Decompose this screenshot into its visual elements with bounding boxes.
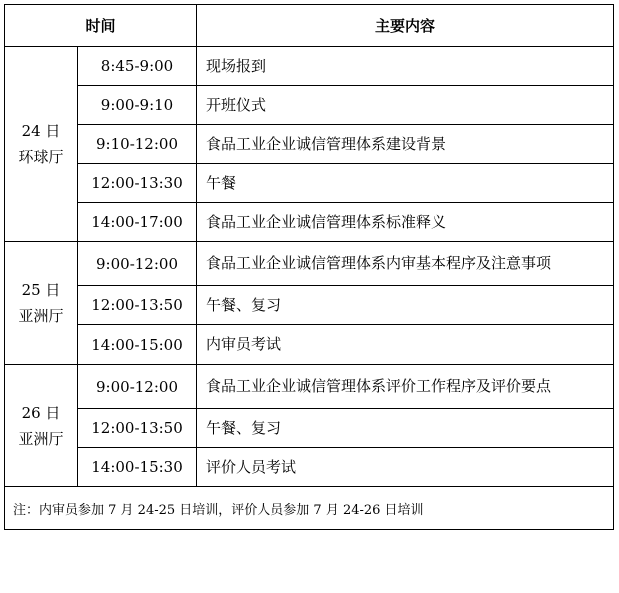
table-row [5, 365, 614, 409]
table-row [5, 242, 614, 286]
time-cell: 8:45-9:00 [78, 47, 197, 86]
time-cell: 14:00-15:30 [78, 448, 197, 487]
day-venue: 环球厅 [18, 148, 64, 166]
content-cell: 午餐、复习 [197, 409, 614, 448]
day-cell [5, 242, 78, 365]
time-cell: 9:00-12:00 [78, 365, 197, 409]
day-cell [5, 47, 78, 242]
content-cell: 现场报到 [197, 47, 614, 86]
time-cell: 9:10-12:00 [78, 125, 197, 164]
content-cell: 内审员考试 [197, 325, 614, 365]
day-venue: 亚洲厅 [18, 307, 64, 325]
table-row [5, 125, 614, 164]
table-row [5, 286, 614, 325]
content-cell: 食品工业企业诚信管理体系标准释义 [197, 203, 614, 242]
content-cell: 评价人员考试 [197, 448, 614, 487]
table-row [5, 325, 614, 365]
content-cell: 食品工业企业诚信管理体系建设背景 [197, 125, 614, 164]
table-row [5, 448, 614, 487]
content-cell: 食品工业企业诚信管理体系评价工作程序及评价要点 [197, 365, 614, 409]
time-cell: 14:00-15:00 [78, 325, 197, 365]
table-row [5, 203, 614, 242]
time-cell: 14:00-17:00 [78, 203, 197, 242]
time-cell: 9:00-9:10 [78, 86, 197, 125]
schedule-table [4, 4, 614, 530]
time-cell: 12:00-13:30 [78, 164, 197, 203]
content-cell: 食品工业企业诚信管理体系内审基本程序及注意事项 [197, 242, 614, 286]
day-date: 24 日 [21, 122, 61, 140]
day-cell [5, 365, 78, 487]
note-text: 注：内审员参加 7 月 24-25 日培训，评价人员参加 7 月 24-26 日培训 [5, 487, 614, 530]
header-row [5, 5, 614, 47]
day-date: 26 日 [21, 403, 61, 422]
content-cell: 开班仪式 [197, 86, 614, 125]
table-row [5, 86, 614, 125]
day-venue: 亚洲厅 [18, 429, 64, 448]
note-row [5, 487, 614, 530]
table-row [5, 47, 614, 86]
content-cell: 午餐、复习 [197, 286, 614, 325]
table-row [5, 409, 614, 448]
time-cell: 12:00-13:50 [78, 286, 197, 325]
header-time: 时间 [5, 5, 197, 47]
day-date: 25 日 [21, 281, 61, 299]
time-cell: 12:00-13:50 [78, 409, 197, 448]
content-cell: 午餐 [197, 164, 614, 203]
table-row [5, 164, 614, 203]
time-cell: 9:00-12:00 [78, 242, 197, 286]
header-content: 主要内容 [197, 5, 614, 47]
